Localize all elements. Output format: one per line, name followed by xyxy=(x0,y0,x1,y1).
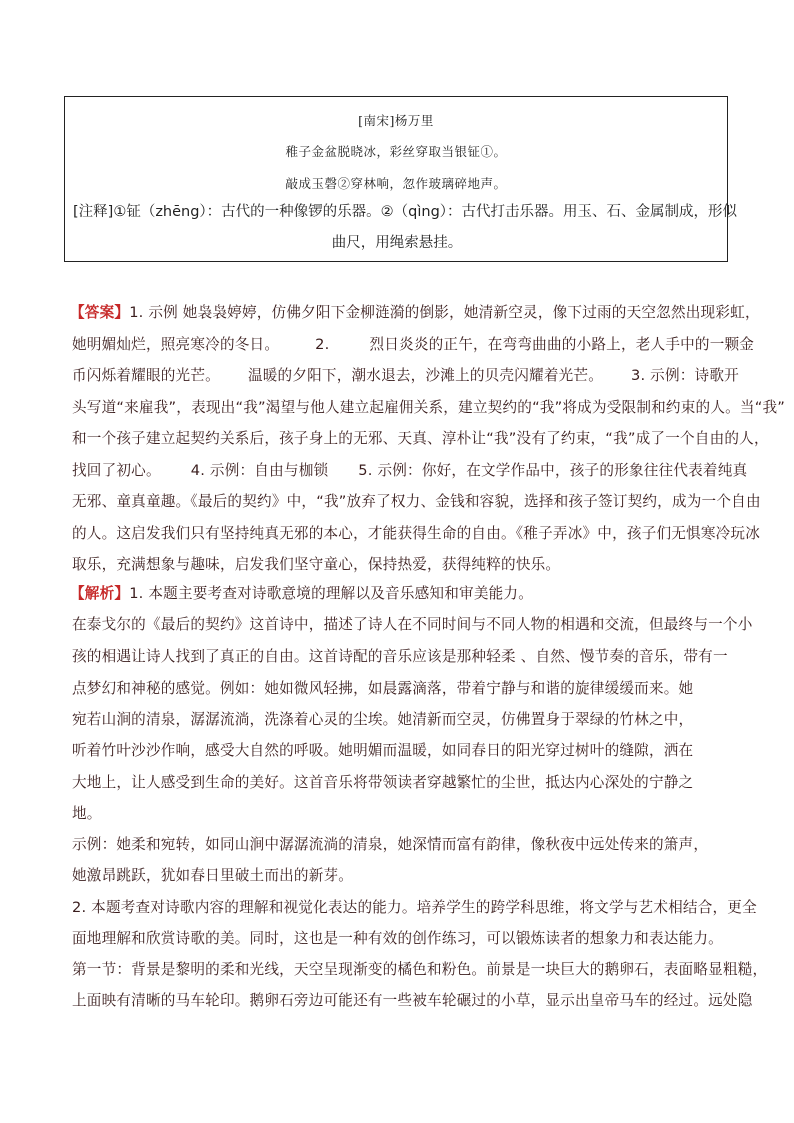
answer-line-4: 头写道“来雇我”，表现出“我”渴望与他人建立起雇佣关系，建立契约的“我”将成为受限制和约束的人。当“我” xyxy=(72,399,786,416)
answer-text: 2. xyxy=(315,336,330,353)
answer-line-2 xyxy=(72,333,754,354)
answer-text: 币闪烁着耀眼的光芒。 xyxy=(72,367,220,384)
poem-box xyxy=(64,96,738,262)
answer-line-3 xyxy=(72,364,739,385)
analysis-line-9: 示例：她柔和宛转，如同山涧中潺潺流淌的清泉，她深情而富有韵律，像秋夜中远处传来的箫声， xyxy=(72,836,709,853)
answer-text: 4. 示例：自由与枷锁 xyxy=(190,462,329,479)
answer-line-6 xyxy=(72,459,747,480)
analysis-line-7: 大地上，让人感受到生命的美好。这首音乐将带领读者穿越繁忙的尘世，抵达内心深处的宁静之 xyxy=(72,774,694,791)
analysis-line-4: 点梦幻和神秘的感觉。例如：她如微风轻拂，如晨露滴落，带着宁静与和谐的旋律缓缓而来。她 xyxy=(72,680,694,697)
analysis-line-3: 孩的相遇让诗人找到了真正的自由。这首诗配的音乐应该是那种轻柔 、自然、慢节奏的音乐，带有一 xyxy=(72,648,728,665)
answer-line-1 xyxy=(70,301,760,322)
analysis-line-5: 宛若山涧的清泉，潺潺流淌，洗涤着心灵的尘埃。她清新而空灵，仿佛置身于翠绿的竹林之中， xyxy=(72,711,694,728)
answer-text: 她明媚灿烂，照亮寒冷的冬日。 xyxy=(72,336,280,353)
poem-note-line-2: 曲尺，用绳索悬挂。 xyxy=(331,235,463,251)
answer-line-7: 无邪、童真童趣。《最后的契约》中，“我”放弃了权力、金钱和容貌，选择和孩子签订契约，成为一个自由 xyxy=(72,493,761,510)
analysis-line-1 xyxy=(70,582,533,603)
poem-line-1: 稚子金盆脱晓冰，彩丝穿取当银钲①。 xyxy=(285,144,507,159)
analysis-line-12: 面地理解和欣赏诗歌的美。同时，这也是一种有效的创作练习，可以锻炼读者的想象力和表达能力。 xyxy=(72,930,723,947)
answer-text: 1. 示例 她袅袅婷婷，仿佛夕阳下金柳涟漪的倒影，她清新空灵，像下过雨的天空忽然出现彩虹， xyxy=(129,304,760,321)
analysis-line-14: 上面映有清晰的马车轮印。鹅卵石旁边可能还有一些被车轮碾过的小草，显示出皇帝马车的经过。远处隐 xyxy=(72,992,753,1009)
answer-line-5: 和一个孩子建立起契约关系后，孩子身上的无邪、天真、淳朴让“我”没有了约束，“我”成了一个自由的人， xyxy=(72,430,769,447)
answer-text: 温暖的夕阳下，潮水退去，沙滩上的贝壳闪耀着光芒。 xyxy=(247,367,604,384)
answer-text: 找回了初心。 xyxy=(72,462,161,479)
answer-text: 3. 示例：诗歌开 xyxy=(631,367,739,384)
answer-line-9: 取乐，充满想象与趣味，启发我们坚守童心，保持热爱，获得纯粹的快乐。 xyxy=(72,556,561,573)
poem-author: [南宋]杨万里 xyxy=(358,113,434,128)
analysis-line-10: 她激昂跳跃，犹如春日里破土而出的新芽。 xyxy=(72,867,354,884)
poem-note-line-1: [注释]①钲（zhēng）：古代的一种像锣的乐器。②（qìng）：古代打击乐器。用玉、石、金属制成，形似 xyxy=(73,204,738,220)
poem-line-2: 敲成玉磬②穿林响，忽作玻璃碎地声。 xyxy=(285,176,507,191)
analysis-line-2: 在泰戈尔的《最后的契约》这首诗中，描述了诗人在不同时间与不同人物的相遇和交流，但最终与一个小 xyxy=(72,616,753,633)
answer-text: 5. 示例：你好，在文学作品中，孩子的形象往往代表着纯真 xyxy=(358,462,748,479)
analysis-line-8: 地。 xyxy=(72,805,102,822)
answer-line-8: 的人。这启发我们只有坚持纯真无邪的本心，才能获得生命的自由。《稚子弄冰》中，孩子们无惧寒冷玩冰 xyxy=(72,525,761,542)
analysis-tag: 【解析】 xyxy=(70,585,130,602)
analysis-line-13: 第一节：背景是黎明的柔和光线，天空呈现渐变的橘色和粉色。前景是一块巨大的鹅卵石，表面略显粗糙， xyxy=(72,961,768,978)
analysis-text: 1. 本题主要考查对诗歌意境的理解以及音乐感知和审美能力。 xyxy=(129,585,533,602)
answer-tag: 【答案】 xyxy=(70,304,130,321)
analysis-line-6: 听着竹叶沙沙作响，感受大自然的呼吸。她明媚而温暖，如同春日的阳光穿过树叶的缝隙，洒在 xyxy=(72,742,694,759)
analysis-line-11: 2. 本题考查对诗歌内容的理解和视觉化表达的能力。培养学生的跨学科思维，将文学与艺术相结合，更全 xyxy=(72,899,757,916)
answer-text: 烈日炎炎的正午，在弯弯曲曲的小路上，老人手中的一颗金 xyxy=(369,336,755,353)
